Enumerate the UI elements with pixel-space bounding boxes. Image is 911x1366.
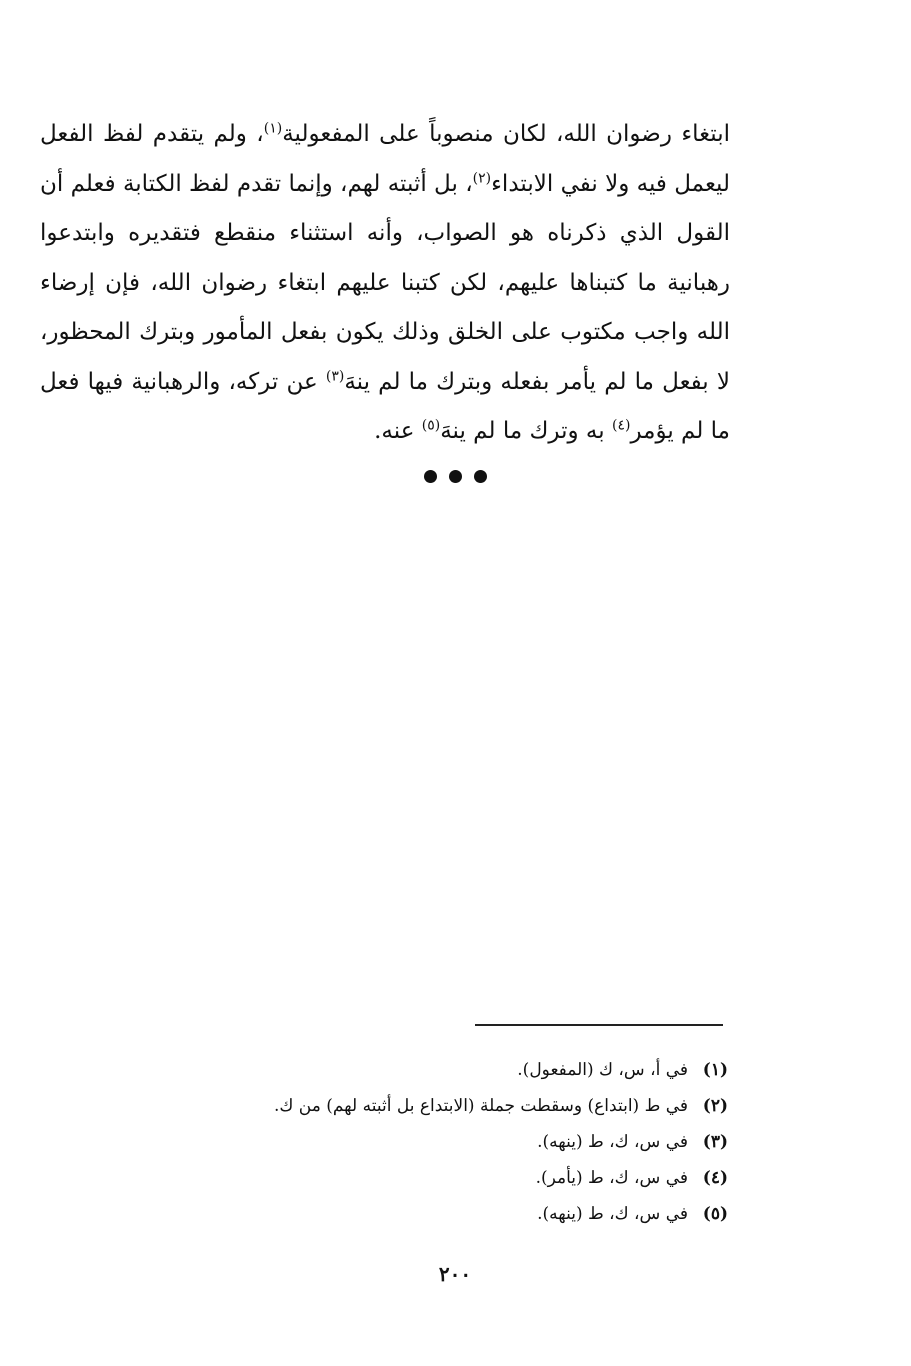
text-segment: ابتغاء رضوان الله، لكان منصوباً على المفعولية (282, 121, 730, 147)
text-segment: ، بل أثبته لهم، وإنما تقدم لفظ الكتابة فعلم أن القول الذي ذكرناه هو الصواب، وأنه استثناء منقطع فتقديره وابتدعوا رهبانية ما كتبناها عليهم، لكن كتبنا عليهم ابتغاء رضوان الله، فإن إرضاء الله واجب مكتوب على الخلق وذلك يكون بفعل المأمور وبترك المحظور، لا بفعل ما لم يأمر بفعله وبترك ما لم ينهَ (40, 170, 730, 395)
page-number: ٢٠٠ (438, 1262, 472, 1286)
footnote-ref-5: (٥) (421, 417, 441, 434)
footnote-number: (٣) (702, 1132, 728, 1152)
text-segment: ، ولم يتقدم لفظ الفعل ليعمل فيه ولا نفي الابتداء (40, 121, 730, 197)
footnote-text: في س، ك، ط (يأمر). (535, 1168, 688, 1188)
footnote-text: في ط (ابتداع) وسقطت جملة (الابتداع بل أثبته لهم) من ك. (273, 1096, 688, 1116)
text-segment: به وترك ما لم ينهَ (440, 418, 612, 444)
footnote-number: (٢) (702, 1096, 728, 1116)
footnote-item (200, 1124, 728, 1160)
footnotes-list (200, 1052, 728, 1232)
footnote-item (200, 1160, 728, 1196)
footnote-ref-1: (١) (263, 120, 283, 137)
divider-dot (424, 470, 437, 483)
footnote-text: في س، ك، ط (ينهه). (537, 1204, 688, 1224)
footnote-item (200, 1088, 728, 1124)
footnote-ref-4: (٤) (611, 417, 631, 434)
divider-dot (449, 470, 462, 483)
footnote-number: (٤) (702, 1168, 728, 1188)
footnote-separator (475, 1024, 723, 1026)
footnote-text: في أ، س، ك (المفعول). (517, 1060, 688, 1080)
footnote-number: (٥) (702, 1204, 728, 1224)
divider-dot (474, 470, 487, 483)
text-segment: عنه. (374, 418, 422, 444)
footnote-item (200, 1052, 728, 1088)
text-segment: عن تركه، والرهبانية فيها فعل ما لم يؤمر (40, 368, 730, 444)
footnote-item (200, 1196, 728, 1232)
main-text (40, 110, 730, 457)
footnote-ref-2: (٢) (472, 169, 492, 186)
footnote-number: (١) (702, 1060, 728, 1080)
footnote-ref-3: (٣) (325, 367, 345, 384)
footnote-text: في س، ك، ط (ينهه). (537, 1132, 688, 1152)
section-divider (350, 468, 561, 487)
